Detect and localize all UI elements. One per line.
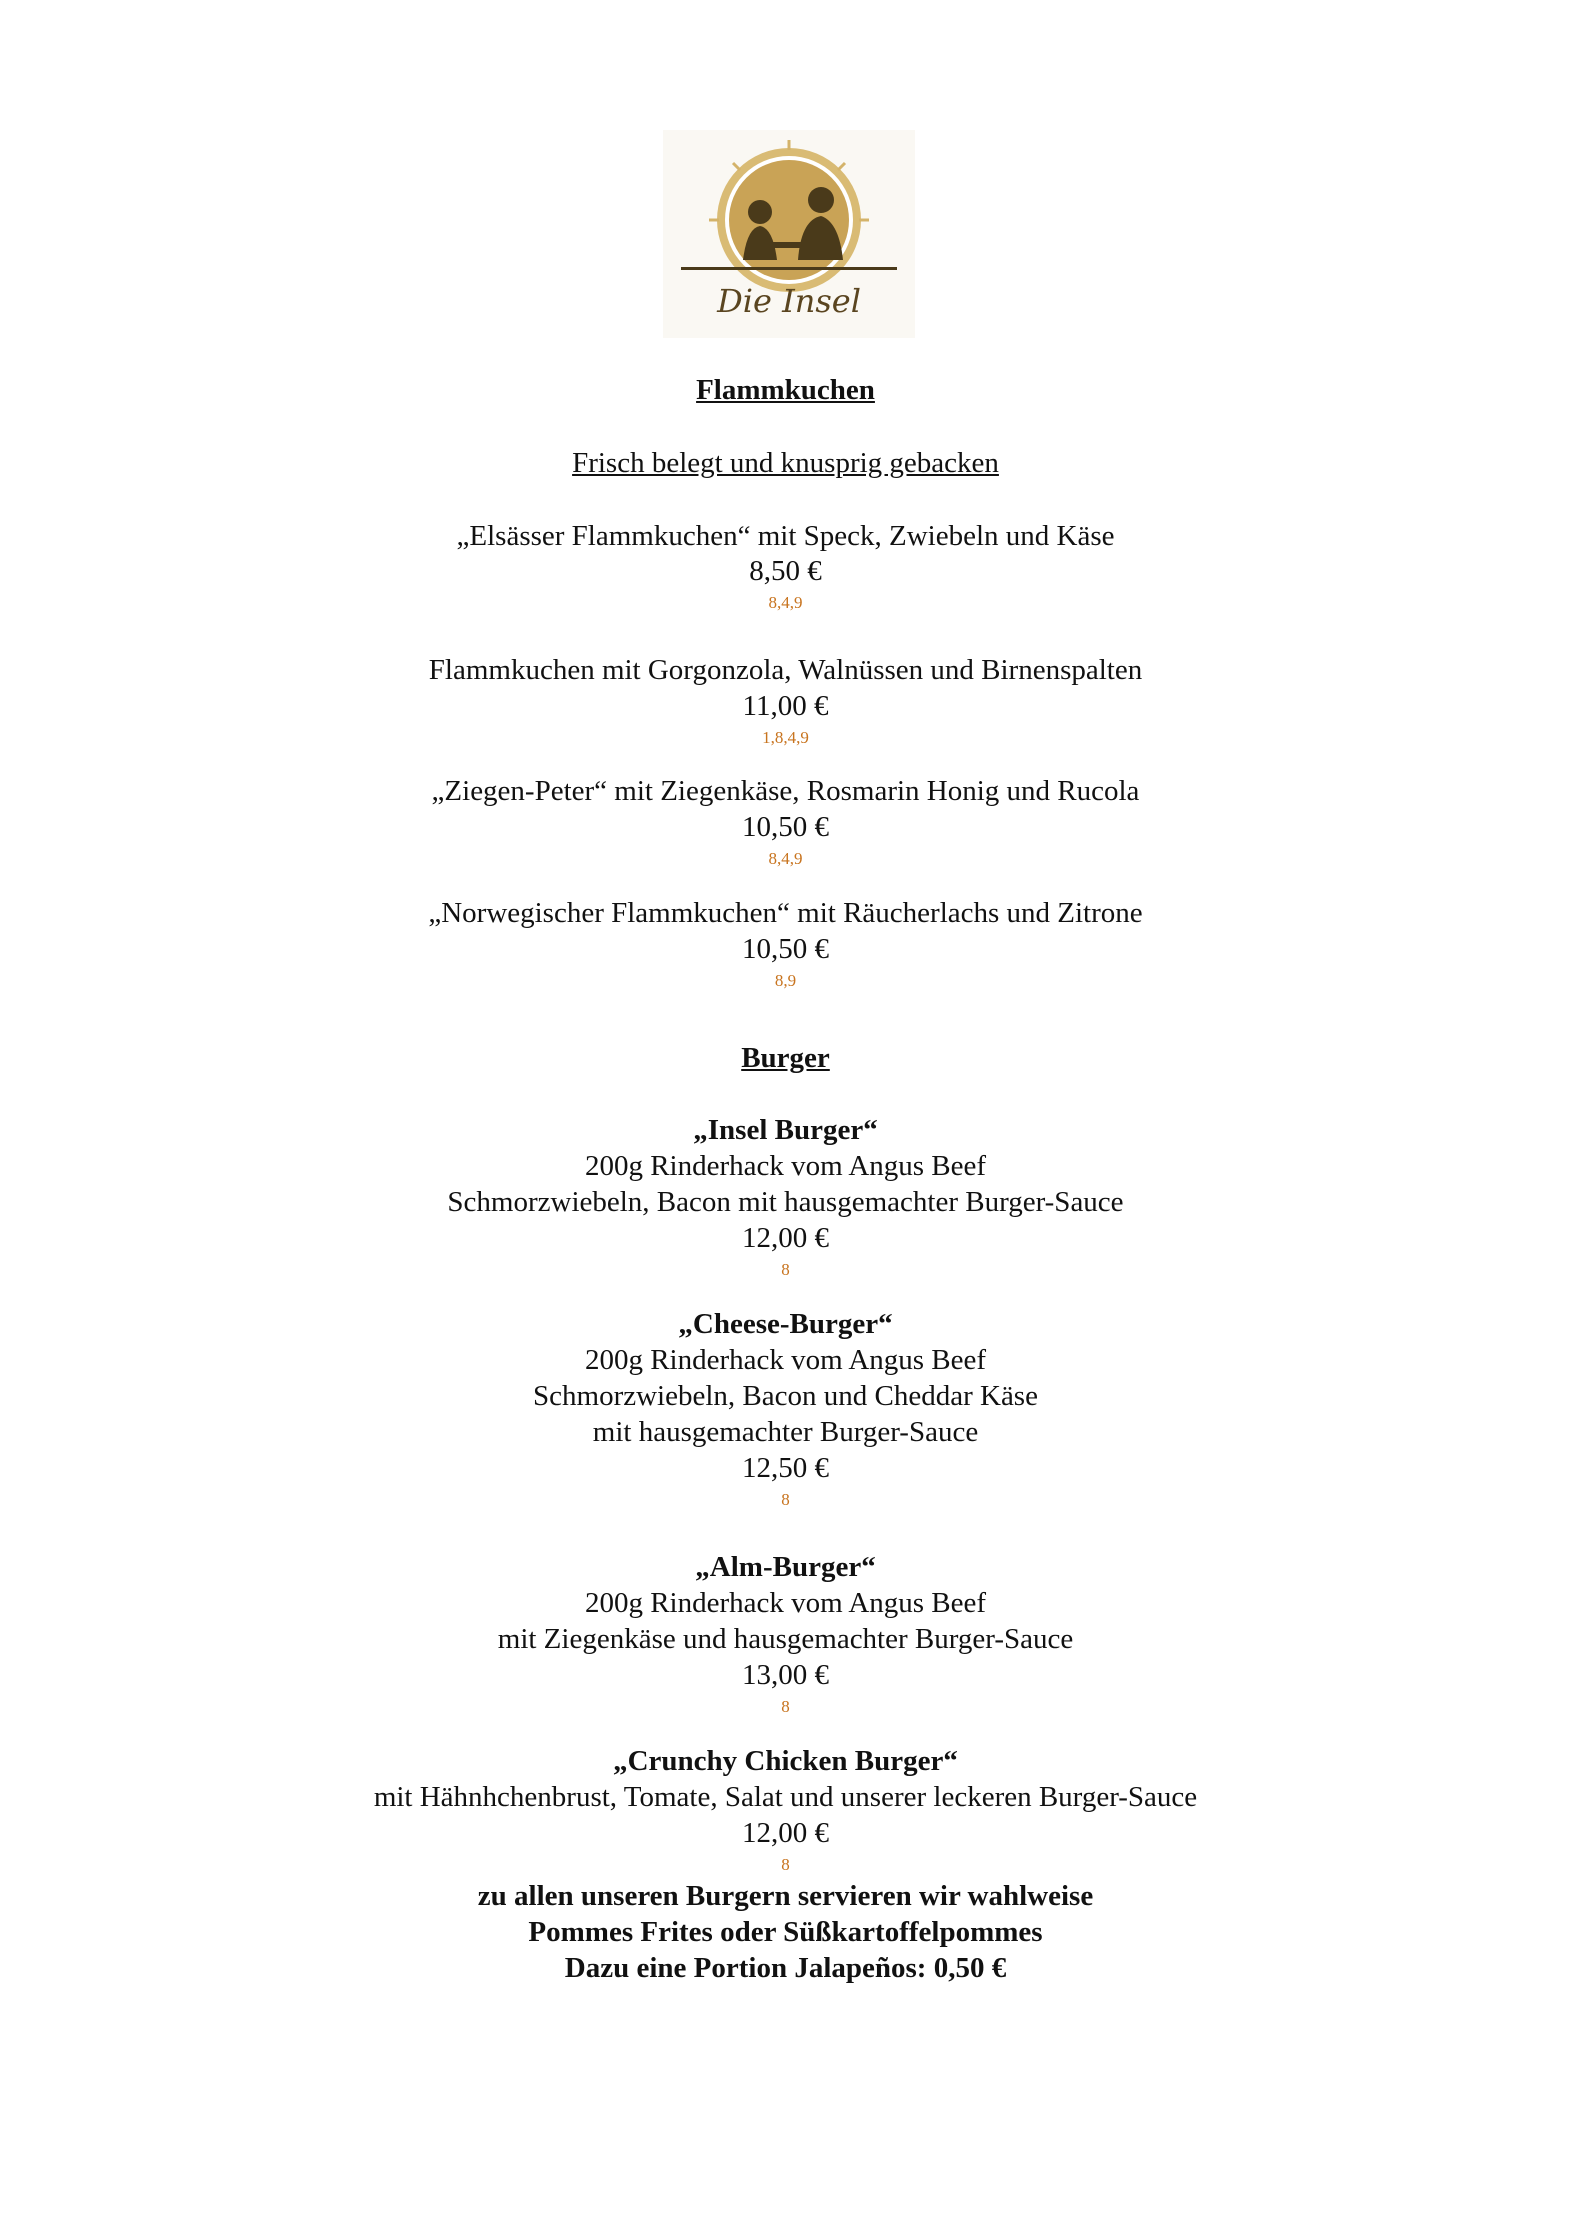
burger-description: Schmorzwiebeln, Bacon und Cheddar Käse [533,1380,1038,1412]
burger-price: 12,50 € [742,1452,829,1484]
burger-description: 200g Rinderhack vom Angus Beef [584,1150,987,1182]
dish-name: Flammkuchen mit Gorgonzola, Walnüssen und Birnenspalten [428,654,1143,686]
burger-name: „Crunchy Chicken Burger“ [613,1745,958,1777]
allergen-codes: 8,9 [774,971,797,990]
dish-name: „Ziegen-Peter“ mit Ziegenkäse, Rosmarin Honig und Rucola [431,775,1140,807]
burger-name: „Alm-Burger“ [695,1551,876,1583]
dish-name: „Norwegischer Flammkuchen“ mit Räucherlachs und Zitrone [428,897,1143,929]
allergen-codes: 8 [781,1490,790,1509]
restaurant-logo [663,130,915,338]
svg-text:Die Insel: Die Insel [717,282,861,320]
logo-emblem-icon [663,130,915,338]
burger-description: mit Ziegenkäse und hausgemachter Burger-Sauce [497,1623,1074,1655]
dish-price: 11,00 € [742,690,829,722]
burger-description: Schmorzwiebeln, Bacon mit hausgemachter Burger-Sauce [447,1186,1124,1218]
dish-price: 8,50 € [749,555,822,587]
flammkuchen-subtitle: Frisch belegt und knusprig gebacken [572,447,999,479]
burger-price: 12,00 € [742,1817,829,1849]
allergen-codes: 8 [781,1697,790,1716]
burger-title: Burger [741,1042,830,1074]
dish-price: 10,50 € [742,811,829,843]
side-note: Dazu eine Portion Jalapeños: 0,50 € [564,1952,1007,1984]
burger-description: mit Hähnhchenbrust, Tomate, Salat und unserer leckeren Burger-Sauce [373,1781,1198,1813]
burger-description: 200g Rinderhack vom Angus Beef [584,1587,987,1619]
burger-name: „Cheese-Burger“ [678,1308,893,1340]
burger-name: „Insel Burger“ [693,1114,878,1146]
burger-price: 12,00 € [742,1222,829,1254]
burger-price: 13,00 € [742,1659,829,1691]
dish-name: „Elsässer Flammkuchen“ mit Speck, Zwiebeln und Käse [456,520,1115,552]
allergen-codes: 8 [781,1260,790,1279]
side-note: zu allen unseren Burgern servieren wir wahlweise [477,1880,1094,1912]
allergen-codes: 8,4,9 [768,849,803,868]
side-note: Pommes Frites oder Süßkartoffelpommes [528,1916,1043,1948]
allergen-codes: 1,8,4,9 [762,728,809,747]
burger-description: mit hausgemachter Burger-Sauce [592,1416,979,1448]
burger-description: 200g Rinderhack vom Angus Beef [584,1344,987,1376]
allergen-codes: 8 [781,1855,790,1874]
allergen-codes: 8,4,9 [768,593,803,612]
flammkuchen-title: Flammkuchen [696,374,875,406]
dish-price: 10,50 € [742,933,829,965]
